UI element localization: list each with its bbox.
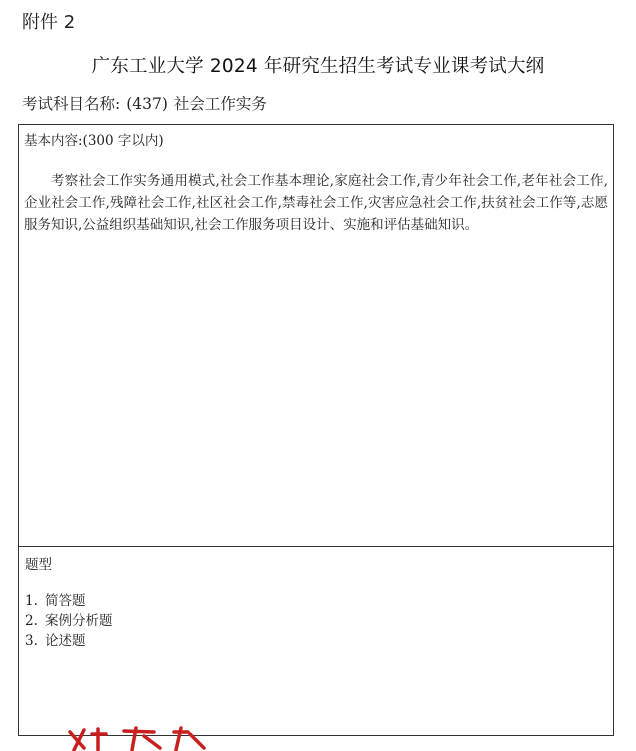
list-item-text: 案例分析题 [45,613,113,629]
question-types-label: 题型 [25,557,52,573]
red-seal-stamp-graphic [64,726,214,751]
list-item [25,611,113,631]
attachment-label: 附件 2 [22,12,76,33]
section-divider [19,546,613,547]
outline-table [18,124,614,736]
subject-line [22,92,267,114]
list-item [25,591,113,611]
list-item-text: 论述题 [45,633,86,649]
subject-label: 考试科目名称: [22,95,121,113]
list-item-number: 1. [25,593,38,609]
list-item [25,631,113,651]
list-item-number: 3. [25,633,38,649]
subject-name: 社会工作实务 [173,95,267,113]
subject-code: (437) [126,95,168,113]
page-title: 广东工业大学 2024 年研究生招生考试专业课考试大纲 [91,56,545,77]
question-types-list [25,591,113,651]
list-item-text: 简答题 [45,593,86,609]
content-section-label: 基本内容:(300 字以内) [24,133,164,149]
content-section-body: 考察社会工作实务通用模式,社会工作基本理论,家庭社会工作,青少年社会工作,老年社会工作,企业社会工作,残障社会工作,社区社会工作,禁毒社会工作,灾害应急社会工作,扶贫社会工作等,志愿服务知识,公益组织基础知识,社会工作服务项目设计、实施和评估基础知识。 [24,173,608,233]
list-item-number: 2. [25,613,38,629]
red-seal-stamp [64,726,214,751]
